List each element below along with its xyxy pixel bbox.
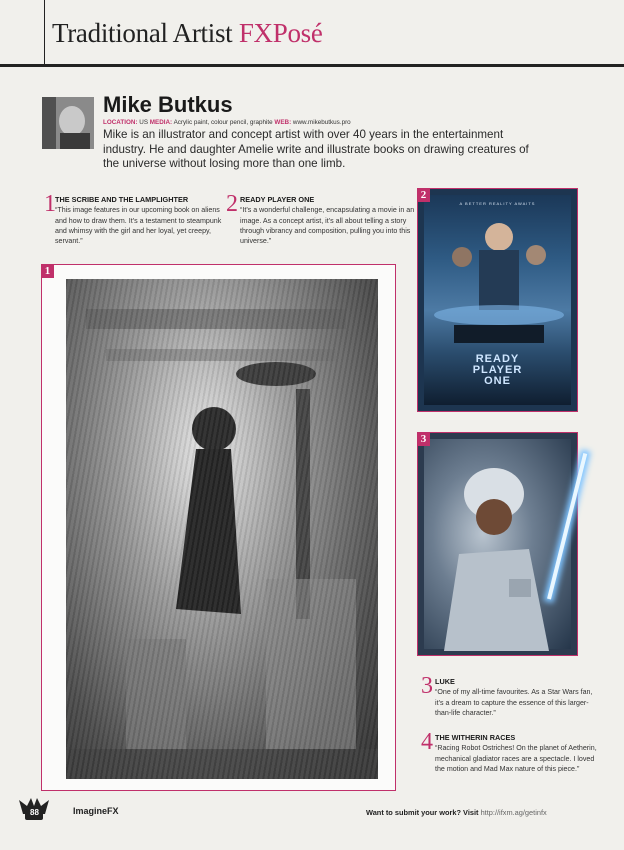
caption-2-text: “It’s a wonderful challenge, encapsulating a movie in an image. As a concept artist, it’s all about telling a story through vibrancy and composition, pulling you into this universe.” bbox=[240, 206, 415, 246]
caption-2-title: READY PLAYER ONE bbox=[240, 195, 315, 204]
artwork-3-badge: 3 bbox=[417, 432, 430, 446]
artwork-2-logo bbox=[424, 354, 571, 387]
artwork-ready-player-one[interactable] bbox=[417, 188, 578, 412]
artist-meta bbox=[103, 119, 351, 126]
artwork-2-title-line2: PLAYER bbox=[472, 364, 523, 376]
media-label: MEDIA: bbox=[149, 119, 173, 126]
caption-4-text: “Racing Robot Ostriches! On the planet of Aetherin, mechanical gladiator races are a spectacle. I loved the motion and Mad Max nature of this piece.” bbox=[435, 744, 597, 773]
submit-url-link[interactable]: http://ifxm.ag/getinfx bbox=[480, 808, 547, 817]
caption-3-title: LUKE bbox=[435, 677, 455, 686]
location-label: LOCATION: bbox=[103, 119, 138, 126]
magazine-name: ImagineFX bbox=[73, 806, 119, 816]
submit-text: Want to submit your work? Visit bbox=[366, 808, 481, 817]
caption-4 bbox=[421, 729, 597, 774]
caption-1-title: THE SCRIBE AND THE LAMPLIGHTER bbox=[55, 195, 189, 204]
web-label: WEB: bbox=[274, 119, 292, 126]
artwork-1-illustration bbox=[66, 279, 378, 779]
artwork-luke[interactable] bbox=[417, 432, 578, 656]
section-title bbox=[52, 18, 323, 49]
artwork-3-illustration bbox=[424, 439, 573, 651]
artwork-2-tagline: A BETTER REALITY AWAITS bbox=[459, 201, 536, 206]
caption-4-title: THE WITHERIN RACES bbox=[435, 733, 516, 742]
caption-2-number: 2 bbox=[226, 191, 238, 217]
caption-4-number: 4 bbox=[421, 729, 433, 755]
header-divider bbox=[44, 0, 45, 66]
artwork-scribe-lamplighter[interactable] bbox=[41, 264, 396, 791]
artwork-1-image bbox=[66, 279, 378, 779]
section-title-accent: FXPosé bbox=[238, 18, 323, 48]
caption-3-text: “One of my all-time favourites. As a Star Wars fan, it’s a dream to capture the essence of this larger-than-life character.” bbox=[435, 688, 593, 717]
artwork-2-badge: 2 bbox=[417, 188, 430, 202]
artwork-2-image bbox=[424, 195, 571, 405]
web-link[interactable]: www.mikebutkus.pro bbox=[292, 119, 351, 126]
location-value: US bbox=[139, 119, 149, 126]
artwork-2-title-line1: READY bbox=[475, 353, 520, 365]
artwork-1-badge: 1 bbox=[41, 264, 54, 278]
submit-call-to-action bbox=[366, 808, 547, 817]
artist-avatar bbox=[42, 97, 94, 149]
caption-2 bbox=[226, 191, 418, 246]
caption-1 bbox=[44, 191, 225, 246]
caption-1-text: “This image features in our upcoming book on aliens and how to draw them. It’s a testament to steampunk and whimsy with the girl and her loyal, yet creepy, servant.” bbox=[55, 206, 222, 246]
caption-1-number: 1 bbox=[44, 191, 56, 217]
artist-bio: Mike is an illustrator and concept artist with over 40 years in the entertainment industry. He and daughter Amelie write and illustrate books on drawing creatures of the universe without losing more than one limb. bbox=[103, 128, 529, 171]
artwork-3-image bbox=[424, 439, 571, 649]
section-title-main: Traditional Artist bbox=[52, 18, 239, 48]
media-value: Acrylic paint, colour pencil, graphite bbox=[173, 119, 273, 126]
artist-portrait-image bbox=[42, 97, 94, 149]
page-number: 88 bbox=[30, 808, 39, 817]
header-rule bbox=[0, 64, 624, 67]
artist-name: Mike Butkus bbox=[103, 92, 233, 117]
caption-3 bbox=[421, 673, 597, 718]
caption-3-number: 3 bbox=[421, 673, 433, 699]
artwork-2-title-line3: ONE bbox=[484, 375, 511, 387]
